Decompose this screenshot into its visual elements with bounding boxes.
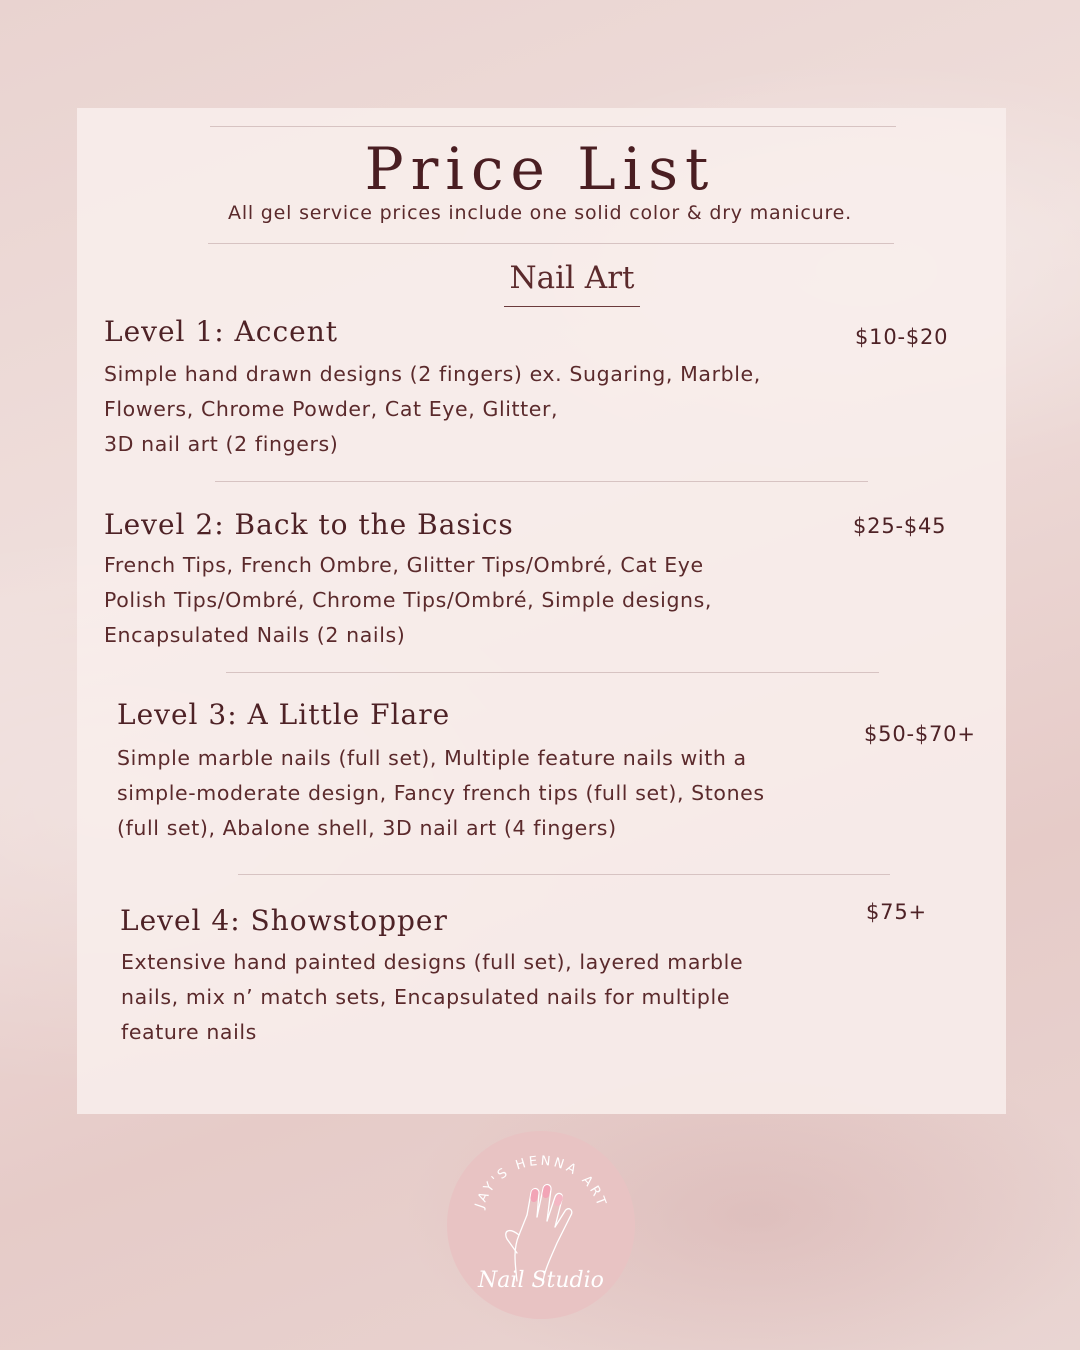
level-description bbox=[121, 945, 743, 1050]
level-divider bbox=[215, 481, 868, 482]
subtitle-divider bbox=[208, 243, 894, 244]
level-description bbox=[104, 357, 761, 462]
description-line: (full set), Abalone shell, 3D nail art (4 fingers) bbox=[117, 816, 617, 840]
description-line: Flowers, Chrome Powder, Cat Eye, Glitter, bbox=[104, 397, 559, 421]
description-line: Simple marble nails (full set), Multiple feature nails with a bbox=[117, 746, 747, 770]
level-description bbox=[104, 548, 712, 653]
level-name: Level 3: A Little Flare bbox=[117, 698, 451, 731]
studio-logo bbox=[447, 1131, 635, 1319]
level-price: $75+ bbox=[866, 900, 927, 924]
description-line: nails, mix n’ match sets, Encapsulated nails for multiple bbox=[121, 985, 731, 1009]
level-price: $10-$20 bbox=[855, 325, 949, 349]
level-divider bbox=[226, 672, 879, 673]
level-divider bbox=[238, 874, 890, 875]
logo-graphic bbox=[447, 1131, 635, 1319]
level-name: Level 1: Accent bbox=[104, 315, 338, 348]
description-line: feature nails bbox=[121, 1020, 257, 1044]
logo-arc-text: JAY'S HENNA ART bbox=[472, 1153, 610, 1211]
top-divider bbox=[210, 126, 896, 127]
page-subtitle: All gel service prices include one solid color & dry manicure. bbox=[228, 202, 852, 224]
description-line: French Tips, French Ombre, Glitter Tips/Ombré, Cat Eye bbox=[104, 553, 704, 577]
level-price: $25-$45 bbox=[853, 514, 947, 538]
description-line: simple-moderate design, Fancy french tips (full set), Stones bbox=[117, 781, 765, 805]
level-price: $50-$70+ bbox=[864, 722, 976, 746]
description-line: 3D nail art (2 fingers) bbox=[104, 432, 339, 456]
description-line: Extensive hand painted designs (full set), layered marble bbox=[121, 950, 744, 974]
description-line: Simple hand drawn designs (2 fingers) ex. Sugaring, Marble, bbox=[104, 362, 761, 386]
description-line: Encapsulated Nails (2 nails) bbox=[104, 623, 406, 647]
level-name: Level 2: Back to the Basics bbox=[104, 508, 514, 541]
level-name: Level 4: Showstopper bbox=[120, 904, 448, 937]
description-line: Polish Tips/Ombré, Chrome Tips/Ombré, Simple designs, bbox=[104, 588, 713, 612]
logo-script-text: Nail Studio bbox=[478, 1268, 604, 1293]
section-title-nail-art: Nail Art bbox=[504, 260, 640, 307]
level-description bbox=[117, 741, 765, 846]
page-title: Price List bbox=[364, 135, 716, 203]
